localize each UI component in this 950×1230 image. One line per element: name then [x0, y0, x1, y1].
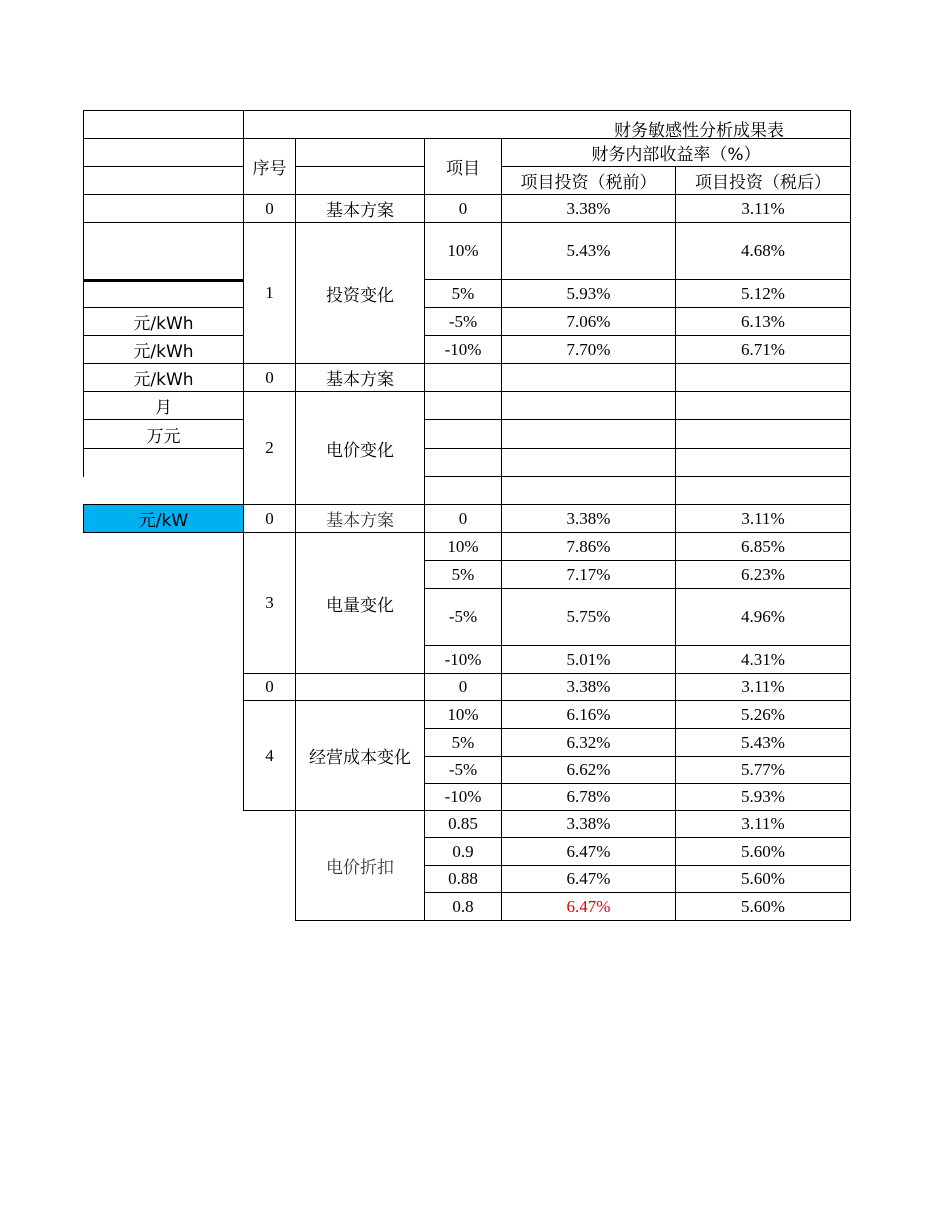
- group-row-pre-tax: [501, 448, 676, 477]
- group-seq: 2: [243, 391, 296, 505]
- base-pre-tax: 3.38%: [501, 673, 676, 701]
- group-row-item: [424, 476, 502, 505]
- group-row-item: -10%: [424, 645, 502, 674]
- base-item: 0: [424, 504, 502, 533]
- base-seq: 0: [243, 363, 296, 392]
- base-post-tax: 3.11%: [675, 504, 851, 533]
- header-post-tax: 项目投资（税后）: [675, 166, 851, 195]
- base-name: 基本方案: [295, 363, 425, 392]
- group-row-post-tax: 5.26%: [675, 700, 851, 729]
- group-row-post-tax: 6.23%: [675, 560, 851, 589]
- header-item: 项目: [424, 138, 502, 195]
- group-row-pre-tax: 6.16%: [501, 700, 676, 729]
- group-row-item: 5%: [424, 279, 502, 308]
- group-name: 电量变化: [295, 532, 425, 674]
- group-row-post-tax: 5.93%: [675, 783, 851, 811]
- group-seq: 1: [243, 222, 296, 364]
- group-row-item: [424, 448, 502, 477]
- group-row-item: -5%: [424, 307, 502, 336]
- group-row-pre-tax: 5.01%: [501, 645, 676, 674]
- base-pre-tax: 3.38%: [501, 194, 676, 223]
- group-name: 经营成本变化: [295, 700, 425, 811]
- base-name: 基本方案: [295, 194, 425, 223]
- unit-cell: 元/kWh: [83, 363, 244, 392]
- group-row-post-tax: 6.71%: [675, 335, 851, 364]
- group-row-item: 5%: [424, 560, 502, 589]
- group-row-item: [424, 391, 502, 420]
- group-row-item: 0.85: [424, 810, 502, 838]
- base-post-tax: 3.11%: [675, 194, 851, 223]
- group-row-pre-tax: 7.86%: [501, 532, 676, 561]
- base-item: 0: [424, 673, 502, 701]
- group-row-post-tax: 5.77%: [675, 756, 851, 784]
- unit-cell: 万元: [83, 419, 244, 449]
- header-irr: 财务内部收益率（%）: [501, 138, 851, 167]
- group-row-post-tax: 6.85%: [675, 532, 851, 561]
- group-row-pre-tax: [501, 391, 676, 420]
- group-row-item: -10%: [424, 783, 502, 811]
- base-name: [295, 673, 425, 701]
- left-blank-cell: [83, 138, 244, 167]
- group-row-item: 10%: [424, 700, 502, 729]
- group-row-post-tax: 5.60%: [675, 837, 851, 866]
- group-seq: 3: [243, 532, 296, 674]
- group-row-post-tax: 4.31%: [675, 645, 851, 674]
- group-row-pre-tax: 6.62%: [501, 756, 676, 784]
- group-row-post-tax: [675, 391, 851, 420]
- group-row-pre-tax: [501, 419, 676, 449]
- group-row-post-tax: 5.60%: [675, 865, 851, 893]
- group-row-pre-tax: 5.75%: [501, 588, 676, 646]
- left-blank-cell: [83, 222, 244, 280]
- header-seq: 序号: [243, 138, 296, 195]
- group-row-item: -5%: [424, 756, 502, 784]
- base-item: [424, 363, 502, 392]
- unit-cell: 元/kWh: [83, 335, 244, 364]
- group-row-pre-tax: [501, 476, 676, 505]
- group-row-post-tax: 6.13%: [675, 307, 851, 336]
- left-blank-cell: [83, 110, 244, 139]
- group-row-pre-tax: 6.47%: [501, 892, 676, 921]
- group-row-item: 10%: [424, 222, 502, 280]
- group-row-pre-tax: 7.17%: [501, 560, 676, 589]
- group-row-item: -10%: [424, 335, 502, 364]
- header-blank: [295, 166, 425, 195]
- group-name: 投资变化: [295, 222, 425, 364]
- group-row-post-tax: 3.11%: [675, 810, 851, 838]
- left-blank-cell: [83, 279, 244, 308]
- group-row-pre-tax: 5.93%: [501, 279, 676, 308]
- group-row-item: 5%: [424, 728, 502, 757]
- group-row-pre-tax: 5.43%: [501, 222, 676, 280]
- group-row-item: 0.88: [424, 865, 502, 893]
- table-title: 财务敏感性分析成果表: [614, 121, 784, 141]
- group-row-pre-tax: 6.78%: [501, 783, 676, 811]
- base-name: 基本方案: [295, 504, 425, 533]
- group-name: 电价变化: [295, 391, 425, 505]
- group-seq: 4: [243, 700, 296, 811]
- group-row-post-tax: [675, 448, 851, 477]
- left-blank-cell: [83, 166, 244, 195]
- unit-cell: 月: [83, 391, 244, 420]
- base-pre-tax: [501, 363, 676, 392]
- group-row-item: 0.9: [424, 837, 502, 866]
- base-seq: 0: [243, 194, 296, 223]
- group-row-post-tax: 4.96%: [675, 588, 851, 646]
- group-row-post-tax: 5.43%: [675, 728, 851, 757]
- header-blank: [295, 138, 425, 167]
- group-row-pre-tax: 3.38%: [501, 810, 676, 838]
- group-row-pre-tax: 7.06%: [501, 307, 676, 336]
- base-item: 0: [424, 194, 502, 223]
- group-row-post-tax: 5.60%: [675, 892, 851, 921]
- unit-cell-highlighted: 元/kW: [83, 504, 244, 533]
- unit-cell: 元/kWh: [83, 307, 244, 336]
- group-row-pre-tax: 6.32%: [501, 728, 676, 757]
- header-pre-tax: 项目投资（税前）: [501, 166, 676, 195]
- group-row-item: [424, 419, 502, 449]
- group-row-item: -5%: [424, 588, 502, 646]
- group-row-pre-tax: 6.47%: [501, 837, 676, 866]
- base-seq: 0: [243, 504, 296, 533]
- left-blank-cell: [83, 194, 244, 223]
- group-row-pre-tax: 6.47%: [501, 865, 676, 893]
- base-post-tax: [675, 363, 851, 392]
- group-name: 电价折扣: [295, 810, 425, 921]
- group-row-item: 10%: [424, 532, 502, 561]
- group-row-pre-tax: 7.70%: [501, 335, 676, 364]
- group-row-item: 0.8: [424, 892, 502, 921]
- group-row-post-tax: [675, 476, 851, 505]
- left-blank-cell: [83, 448, 244, 477]
- group-row-post-tax: 5.12%: [675, 279, 851, 308]
- group-row-post-tax: [675, 419, 851, 449]
- base-post-tax: 3.11%: [675, 673, 851, 701]
- base-seq: 0: [243, 673, 296, 701]
- group-row-post-tax: 4.68%: [675, 222, 851, 280]
- base-pre-tax: 3.38%: [501, 504, 676, 533]
